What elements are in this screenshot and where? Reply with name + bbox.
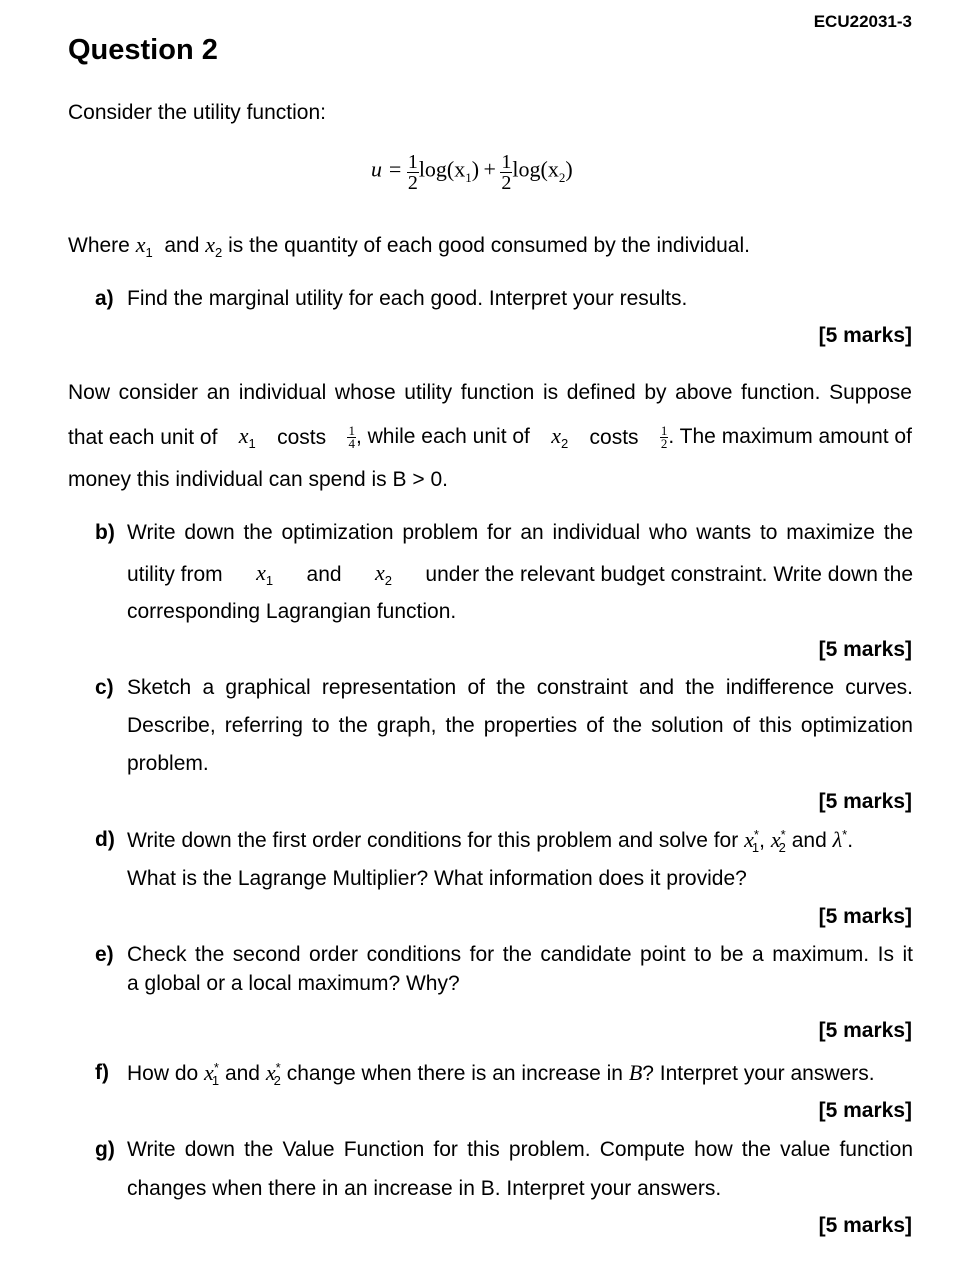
marks-b: [5 marks] <box>818 638 912 661</box>
context-line-1: Now consider an individual whose utility function is defined by above function. Suppose <box>68 381 912 404</box>
item-b: b) Write down the optimization problem for an individual who wants to maximize the utility from $x_1$ and $x_2$ under the relevant budget constraint. Write down the corresponding Lagrangian function. <box>95 521 913 623</box>
question-title: Question 2 <box>68 34 218 66</box>
item-a: a) Find the marginal utility for each good. Interpret your results. <box>95 287 688 310</box>
marks-a: [5 marks] <box>818 324 912 347</box>
marks-g: [5 marks] <box>818 1214 912 1237</box>
marks-d: [5 marks] <box>818 905 912 928</box>
marks-e: [5 marks] <box>818 1019 912 1042</box>
log-term-1: log(x <box>418 156 466 182</box>
coefficient-2: $\frac{1}{2}$ <box>501 151 512 194</box>
utility-equation: u = $\frac{1}{2}$ $\log(x_1)$ + $\frac{1}{2}$ $\log(x_2)$ <box>371 151 573 194</box>
item-d: d) Write down the first order conditions for this problem and solve for $x^*_1$, $x^*_2$ and λ*. What is the Lagrange Multiplier? What information does it provide? <box>95 827 854 890</box>
context-line-2: that each unit of $x_1$ costs $\frac{1}{4}$ , while each unit of $x_2$ costs $\frac{1}{2}$ . The maximum amount of <box>68 423 912 451</box>
equation-lhs: u = <box>371 156 403 182</box>
intro-text: Consider the utility function: <box>68 101 326 124</box>
marks-f: [5 marks] <box>818 1099 912 1122</box>
item-g: g) Write down the Value Function for this problem. Compute how the value function changes when there in an increase in B. Interpret your answers. <box>95 1138 913 1200</box>
item-c: c) Sketch a graphical representation of the constraint and the indifference curves. Describe, referring to the graph, the properties of the solution of this optimization problem. <box>95 676 913 775</box>
marks-c: [5 marks] <box>818 790 912 813</box>
item-f: f) How do $x^*_1$ and $x^*_2$ change when there is an increase in B? Interpret your answers. <box>95 1060 875 1088</box>
context-line-3: money this individual can spend is B > 0. <box>68 468 448 491</box>
document-code: ECU22031-3 <box>813 12 912 31</box>
item-e: e) Check the second order conditions for the candidate point to be a maximum. Is it a global or a local maximum? Why? <box>95 943 913 995</box>
cost-1: $\frac{1}{4}$ <box>348 423 355 451</box>
where-text: Where $x_1$ and $x_2$ is the quantity of each good consumed by the individual. <box>68 232 750 260</box>
cost-2: $\frac{1}{2}$ <box>660 423 668 451</box>
log-term-2: log(x <box>512 156 559 182</box>
coefficient-1: $\frac{1}{2}$ <box>407 151 418 194</box>
